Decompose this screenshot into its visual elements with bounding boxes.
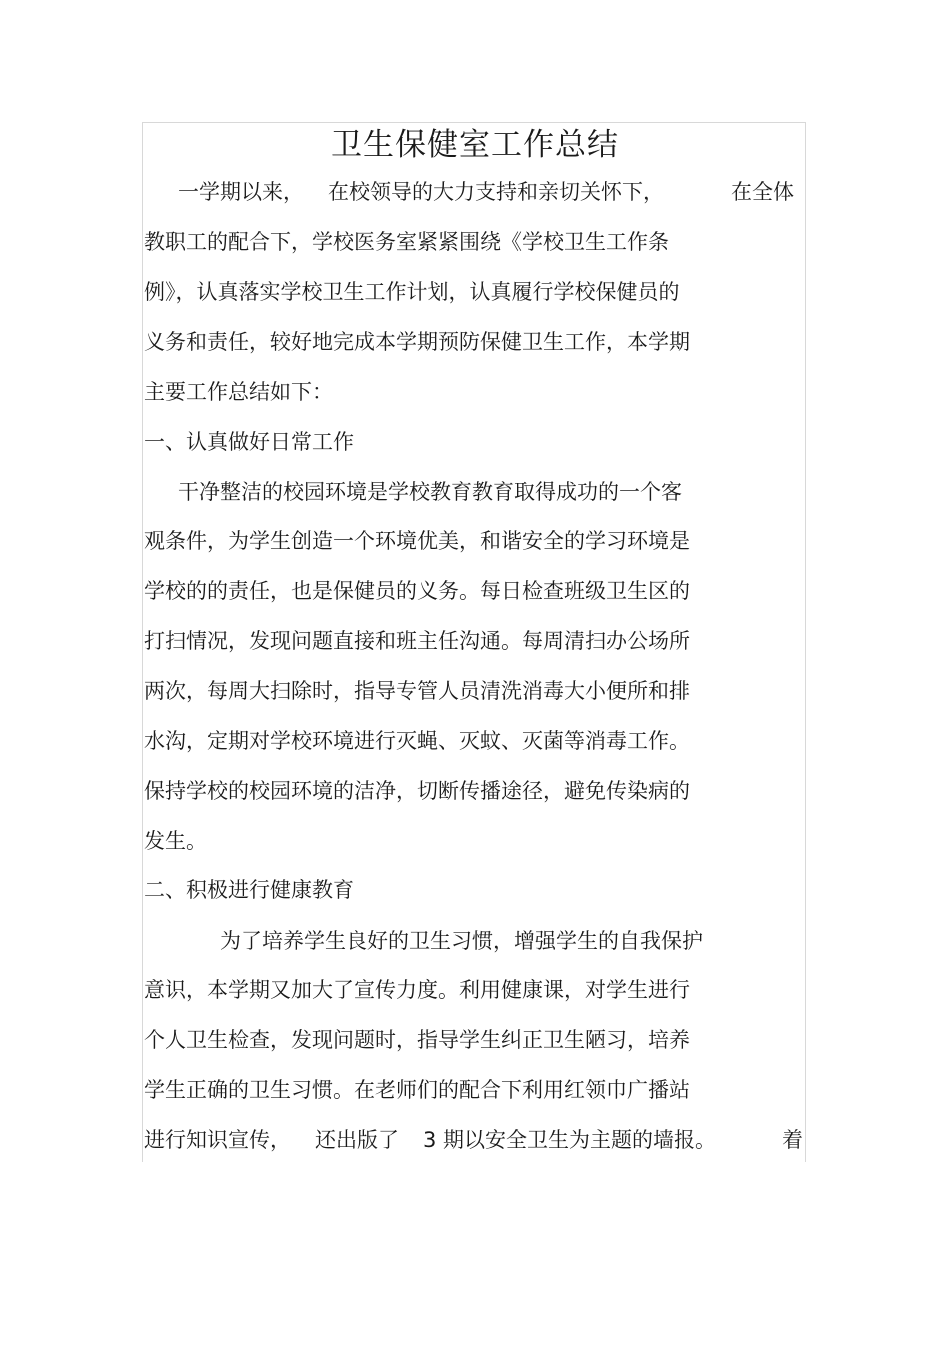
section-2-line-1: 为了培养学生良好的卫生习惯，增强学生的自我保护 <box>220 929 703 953</box>
document-title: 卫生保健室工作总结 <box>331 127 619 163</box>
intro-line-1a: 一学期以来， <box>178 180 304 204</box>
section-1-line-4: 打扫情况，发现问题直接和班主任沟通。每周清扫办公场所 <box>144 629 690 653</box>
section-1-line-7: 保持学校的校园环境的洁净，切断传播途径，避免传染病的 <box>144 779 690 803</box>
intro-line-3: 例》，认真落实学校卫生工作计划，认真履行学校保健员的 <box>144 280 680 304</box>
section-2-heading: 二、积极进行健康教育 <box>144 878 354 902</box>
section-1-line-1: 干净整洁的校园环境是学校教育教育取得成功的一个客 <box>178 480 682 504</box>
intro-line-5: 主要工作总结如下： <box>144 380 333 404</box>
intro-line-1b: 在校领导的大力支持和亲切关怀下， <box>328 180 664 204</box>
section-2-line-5d: 着 <box>782 1128 803 1152</box>
intro-line-2: 教职工的配合下，学校医务室紧紧围绕《学校卫生工作条 <box>144 230 669 254</box>
section-1-line-2: 观条件，为学生创造一个环境优美，和谐安全的学习环境是 <box>144 529 690 553</box>
section-1-line-5: 两次，每周大扫除时，指导专管人员清洗消毒大小便所和排 <box>144 679 690 703</box>
section-1-heading: 一、认真做好日常工作 <box>144 430 354 454</box>
intro-line-1c: 在全体 <box>731 180 794 204</box>
section-2-line-5a: 进行知识宣传， <box>144 1128 291 1152</box>
section-1-line-3: 学校的的责任，也是保健员的义务。每日检查班级卫生区的 <box>144 579 690 603</box>
section-2-line-3: 个人卫生检查，发现问题时，指导学生纠正卫生陋习，培养 <box>144 1028 690 1052</box>
section-2-line-2: 意识，本学期又加大了宣传力度。利用健康课，对学生进行 <box>144 978 690 1002</box>
section-1-line-8: 发生。 <box>144 829 207 853</box>
section-2-line-4: 学生正确的卫生习惯。在老师们的配合下利用红领巾广播站 <box>144 1078 690 1102</box>
section-1-line-6: 水沟，定期对学校环境进行灭蝇、灭蚊、灭菌等消毒工作。 <box>144 729 690 753</box>
section-2-line-5c: 3 期以安全卫生为主题的墙报。 <box>423 1128 717 1152</box>
intro-line-4: 义务和责任，较好地完成本学期预防保健卫生工作，本学期 <box>144 330 690 354</box>
section-2-line-5b: 还出版了 <box>315 1128 399 1152</box>
